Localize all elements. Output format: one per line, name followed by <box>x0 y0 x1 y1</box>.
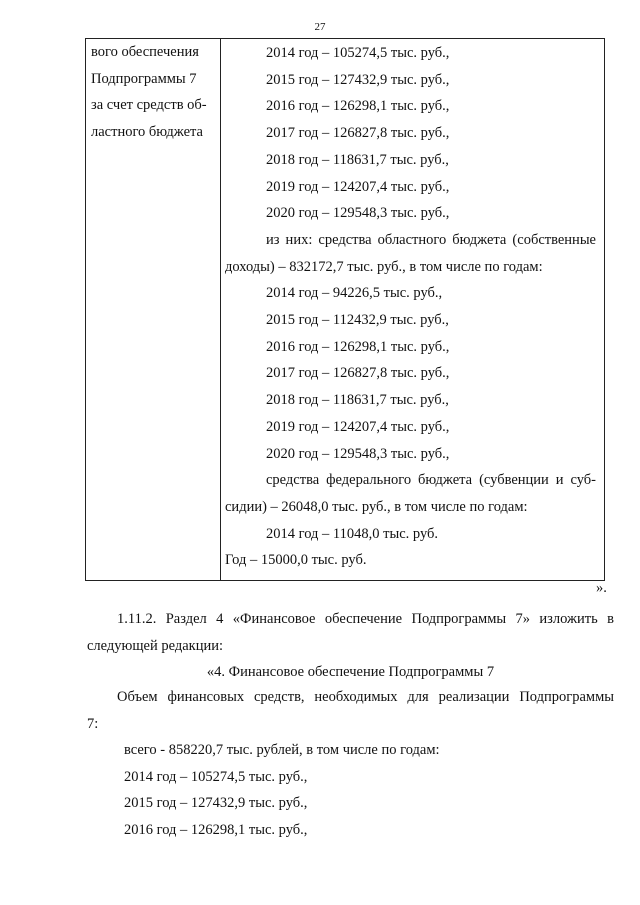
value-line: 2015 год – 112432,9 тыс. руб., <box>266 312 449 329</box>
table-cell-label <box>86 39 221 581</box>
value-line: средства федерального бюджета (субвенции и суб- <box>266 472 596 489</box>
values-list <box>221 39 604 580</box>
value-line: 2020 год – 129548,3 тыс. руб., <box>266 205 450 222</box>
page-number: 27 <box>314 21 326 33</box>
value-line: 2018 год – 118631,7 тыс. руб., <box>266 151 449 168</box>
value-line: 2014 год – 94226,5 тыс. руб., <box>266 285 443 302</box>
year-line: 2014 год – 105274,5 тыс. руб., <box>124 768 308 785</box>
section-text-line: 1.11.2. Раздел 4 «Финансовое обеспечение Подпрограммы 7» изложить в <box>117 611 614 627</box>
value-line: 2018 год – 118631,7 тыс. руб., <box>266 392 449 409</box>
year-list <box>87 737 614 844</box>
value-line: из них: средства областного бюджета (собственные <box>266 231 596 248</box>
table-cell-values <box>221 39 605 581</box>
year-line: 2016 год – 126298,1 тыс. руб., <box>124 822 308 839</box>
value-line: доходы) – 832172,7 тыс. руб., в том числе по годам: <box>225 258 543 275</box>
value-line: Год – 15000,0 тыс. руб. <box>225 552 367 569</box>
value-line: 2016 год – 126298,1 тыс. руб., <box>266 338 450 355</box>
total-line: всего - 858220,7 тыс. рублей, в том числе по годам: <box>124 742 440 758</box>
value-line: 2020 год – 129548,3 тыс. руб., <box>266 445 450 462</box>
value-line: 2017 год – 126827,8 тыс. руб., <box>266 125 450 142</box>
value-line: 2016 год – 126298,1 тыс. руб., <box>266 98 450 115</box>
section-heading: «4. Финансовое обеспечение Подпрограммы 7 <box>206 664 495 680</box>
financing-table <box>85 38 605 581</box>
volume-paragraph <box>87 684 614 737</box>
value-line: 2014 год – 105274,5 тыс. руб., <box>266 45 450 61</box>
volume-text-line: Объем финансовых средств, необходимых для реализации Подпрограммы <box>117 689 614 705</box>
year-line: 2015 год – 127432,9 тыс. руб., <box>124 795 308 812</box>
section-text-line: следующей редакции: <box>87 637 224 654</box>
value-line: 2019 год – 124207,4 тыс. руб., <box>266 418 450 435</box>
value-line: 2019 год – 124207,4 тыс. руб., <box>266 178 450 195</box>
value-line: сидии) – 26048,0 тыс. руб., в том числе по годам: <box>225 498 528 515</box>
closing-quote: ». <box>596 580 607 596</box>
value-line: 2014 год – 11048,0 тыс. руб. <box>266 525 439 542</box>
label-line: Подпрограммы 7 <box>91 70 197 87</box>
value-line: 2015 год – 127432,9 тыс. руб., <box>266 71 450 88</box>
label-line: вого обеспечения <box>91 44 199 60</box>
section-paragraph <box>87 606 614 659</box>
label-line: ластного бюджета <box>91 124 203 141</box>
volume-text-line: 7: <box>87 715 99 732</box>
label-line: за счет средств об- <box>91 97 207 114</box>
table-row <box>86 39 605 581</box>
value-line: 2017 год – 126827,8 тыс. руб., <box>266 365 450 382</box>
